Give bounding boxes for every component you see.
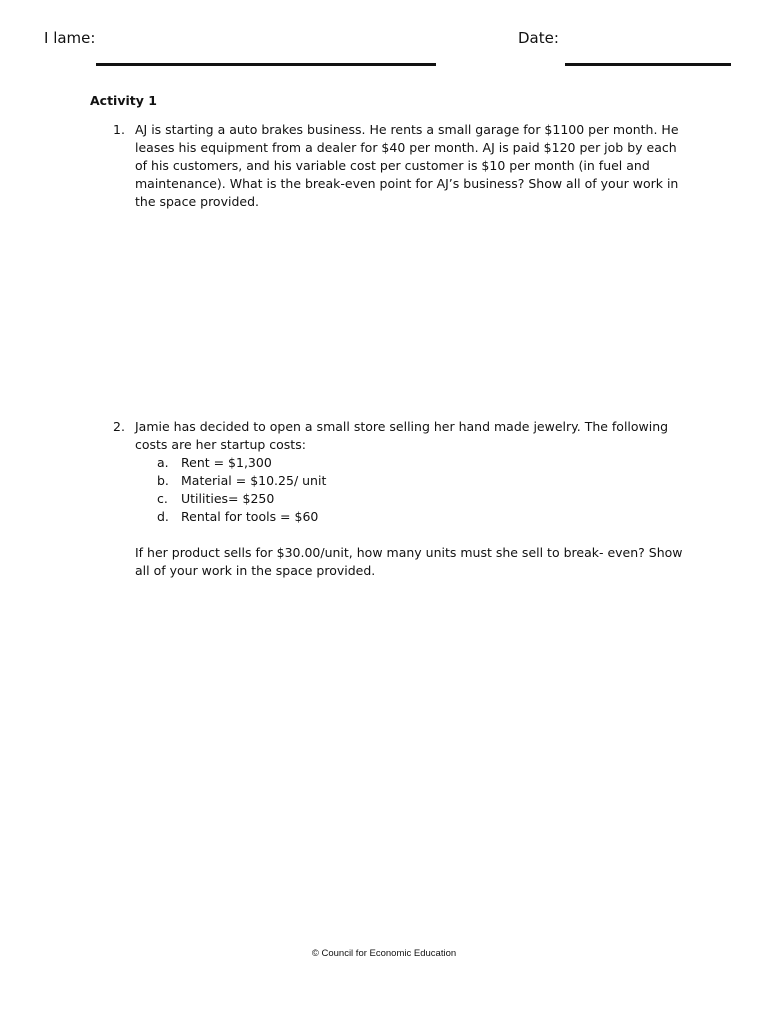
list-item-text: Rent = $1,300 — [181, 455, 272, 470]
list-item-letter: a. — [157, 455, 169, 470]
copyright-footer: © Council for Economic Education — [311, 948, 457, 959]
list-item — [135, 454, 685, 472]
date-label: Date: — [518, 29, 559, 47]
question-body — [135, 418, 685, 580]
list-item-letter: b. — [157, 473, 169, 488]
list-item-text: Utilities= $250 — [181, 491, 275, 506]
list-item-text: Material = $10.25/ unit — [181, 473, 327, 488]
activity-title: Activity 1 — [90, 93, 157, 108]
name-blank-line[interactable] — [96, 63, 436, 66]
cost-list — [135, 454, 685, 526]
list-item — [135, 490, 685, 508]
question-body — [135, 121, 685, 211]
question-followup-text: If her product sells for $30.00/unit, how many units must she sell to break- even? Show all of your work in the space provided. — [135, 545, 683, 578]
list-item — [135, 508, 685, 526]
question-text: Jamie has decided to open a small store selling her hand made jewelry. The following costs are her startup costs: — [135, 419, 669, 452]
name-label: I lame: — [44, 29, 96, 47]
list-item-letter: c. — [157, 491, 168, 506]
question-number: 2. — [113, 419, 125, 434]
list-item-text: Rental for tools = $60 — [181, 509, 319, 524]
question-text: AJ is starting a auto brakes business. He rents a small garage for $1100 per month. He leases his equipment from a dealer for $40 per month. AJ is paid $120 per job by each of his customers, and his variable cost per customer is $10 per month (in fuel and maintenance). What is the break-even point for AJ’s business? Show all of your work in the space provided. — [135, 122, 679, 209]
date-blank-line[interactable] — [565, 63, 731, 66]
list-item-letter: d. — [157, 509, 169, 524]
question-number: 1. — [113, 122, 125, 137]
list-item — [135, 472, 685, 490]
